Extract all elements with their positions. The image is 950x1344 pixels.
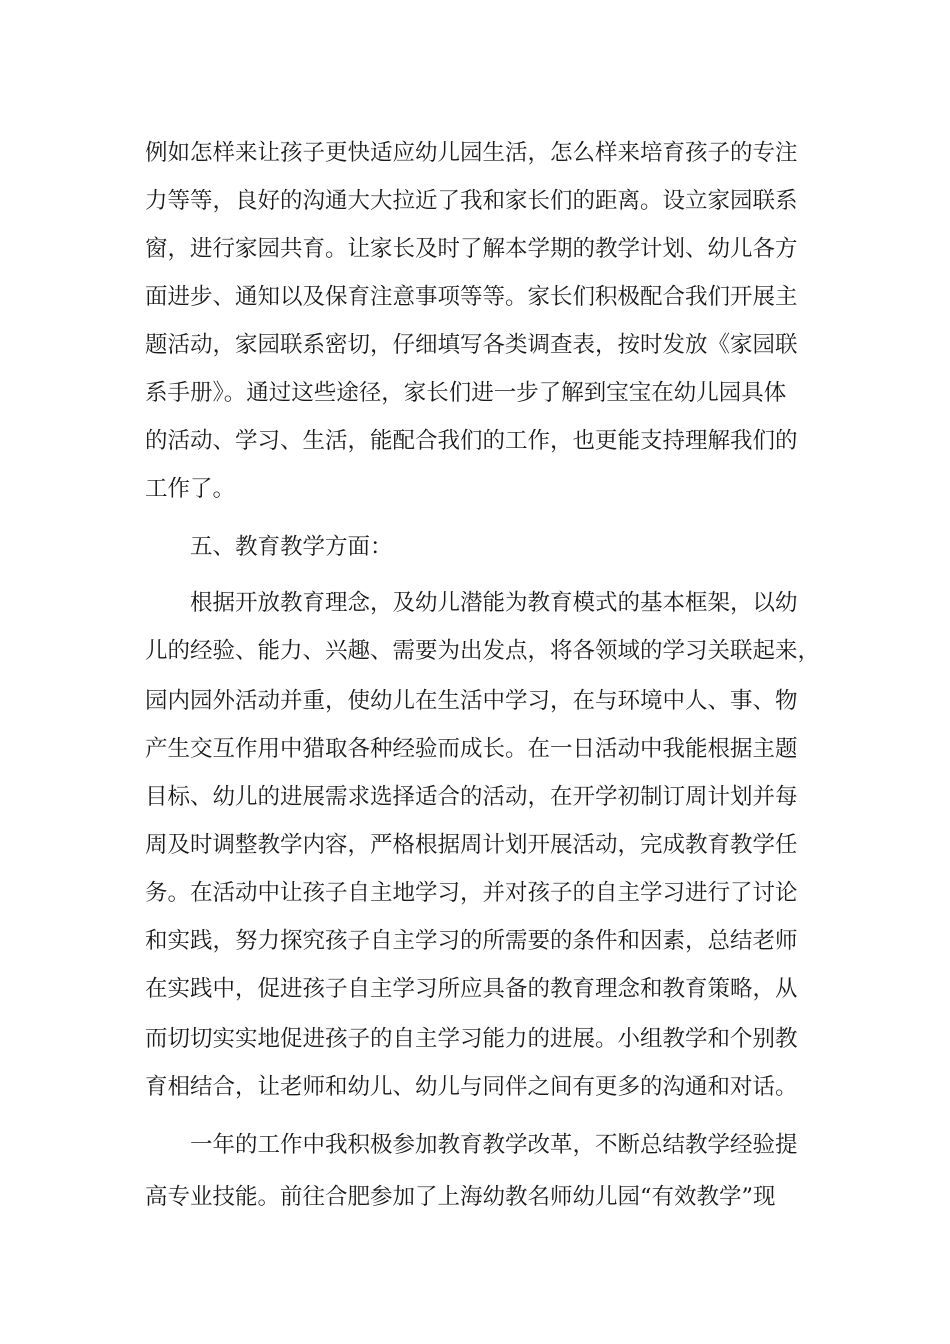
paragraph-2-line-1: 根据开放教育理念，及幼儿潜能为教育模式的基本框架，以幼 [190,590,798,616]
paragraph-1-line-5: 题活动，家园联系密切，仔细填写各类调查表，按时发放《家园联 [145,332,798,358]
paragraph-2-line-6: 周及时调整教学内容，严格根据周计划开展活动，完成教育教学任 [145,832,798,858]
paragraph-1-line-4: 面进步、通知以及保育注意事项等等。家长们积极配合我们开展主 [145,284,798,310]
paragraph-2-line-9: 在实践中，促进孩子自主学习所应具备的教育理念和教育策略，从 [145,976,798,1002]
paragraph-2-line-4: 产生交互作用中猎取各种经验而成长。在一日活动中我能根据主题 [145,736,798,762]
paragraph-1-line-8: 工作了。 [145,476,236,502]
paragraph-2-line-8: 和实践，努力探究孩子自主学习的所需要的条件和因素，总结老师 [145,928,798,954]
paragraph-3-line-1: 一年的工作中我积极参加教育教学改革，不断总结教学经验提 [190,1132,798,1158]
paragraph-2-line-11: 育相结合，让老师和幼儿、幼儿与同伴之间有更多的沟通和对话。 [145,1074,798,1100]
paragraph-1-line-3: 窗，进行家园共育。让家长及时了解本学期的教学计划、幼儿各方 [145,236,798,262]
paragraph-1-line-7: 的活动、学习、生活，能配合我们的工作，也更能支持理解我们的 [145,428,798,454]
paragraph-2-line-2: 儿的经验、能力、兴趣、需要为出发点，将各领域的学习关联起来， [145,638,821,664]
paragraph-2-line-7: 务。在活动中让孩子自主地学习，并对孩子的自主学习进行了讨论 [145,880,798,906]
section-heading: 五、教育教学方面： [190,534,393,560]
paragraph-2-line-5: 目标、幼儿的进展需求选择适合的活动，在开学初制订周计划并每 [145,784,798,810]
paragraph-2-line-3: 园内园外活动并重，使幼儿在生活中学习，在与环境中人、事、物 [145,688,798,714]
paragraph-1-line-6: 系手册》。通过这些途径，家长们进一步了解到宝宝在幼儿园具体 [145,380,787,406]
paragraph-3-line-2: 高专业技能。前往合肥参加了上海幼教名师幼儿园“有效教学”现 [145,1184,776,1210]
paragraph-2-line-10: 而切切实实地促进孩子的自主学习能力的进展。小组教学和个别教 [145,1026,798,1052]
paragraph-1-line-1: 例如怎样来让孩子更快适应幼儿园生活，怎么样来培育孩子的专注 [145,140,798,166]
paragraph-1-line-2: 力等等，良好的沟通大大拉近了我和家长们的距离。设立家园联系 [145,188,798,214]
